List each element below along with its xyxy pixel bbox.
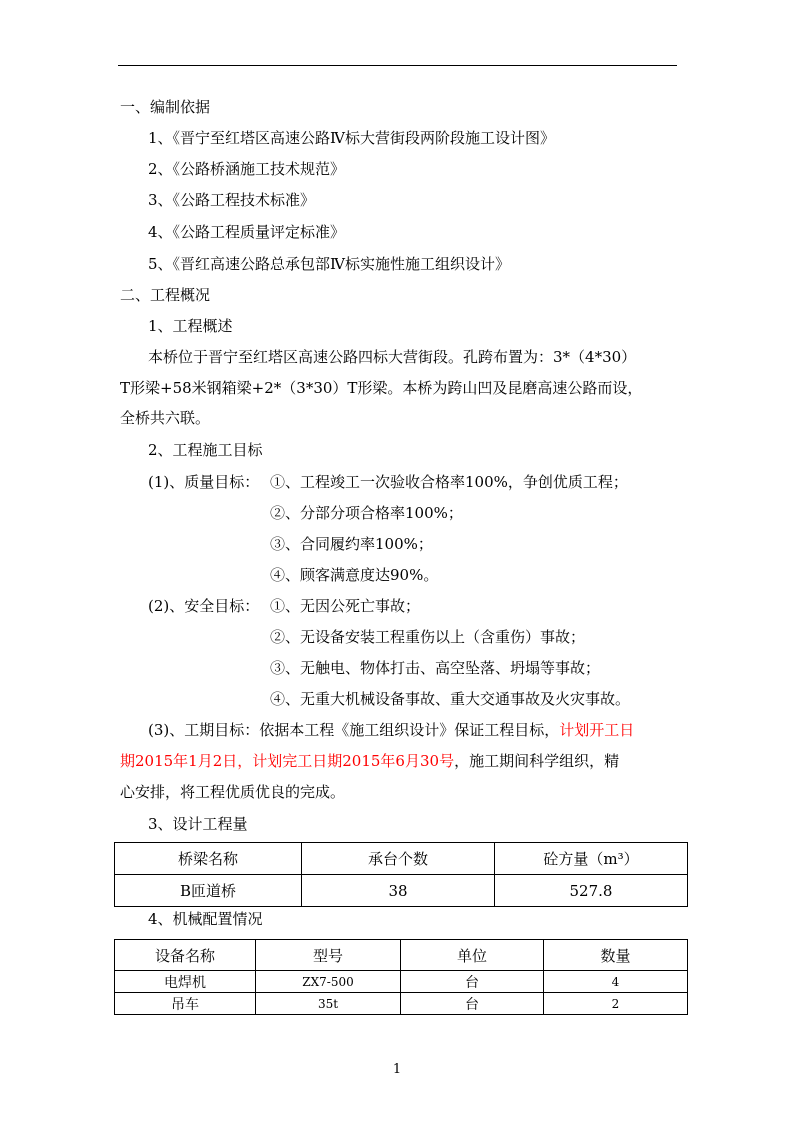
schedule-start-highlight: 计划开工日	[559, 721, 635, 739]
section1-title: 一、编制依据	[120, 98, 211, 116]
schedule-line-1	[148, 720, 634, 740]
table-cell: 527.8	[495, 875, 688, 907]
schedule-line-3: 心安排，将工程优质优良的完成。	[120, 783, 346, 801]
header-cell: 单位	[401, 940, 544, 971]
quality-item-1: ①、工程竣工一次验收合格率100%，争创优质工程；	[270, 473, 628, 491]
table-header-row	[115, 940, 688, 971]
safety-item-1: ①、无因公死亡事故；	[270, 597, 421, 615]
basis-item-5: 5、《晋红高速公路总承包部Ⅳ标实施性施工组织设计》	[148, 255, 511, 273]
schedule-line-2	[120, 751, 619, 771]
section2-title: 二、工程概况	[120, 286, 211, 304]
page-number: 1	[392, 1062, 402, 1077]
overview-line-3: 全桥共六联。	[120, 409, 211, 427]
table-row	[115, 993, 688, 1015]
basis-item-2: 2、《公路桥涵施工技术规范》	[148, 160, 346, 178]
quality-item-4: ④、顾客满意度达90%。	[270, 566, 439, 584]
table-cell: 台	[401, 971, 544, 993]
header-cell: 砼方量（m³）	[495, 843, 688, 875]
quality-item-3: ③、合同履约率100%；	[270, 535, 433, 553]
table-cell: 35t	[256, 993, 401, 1015]
basis-item-3: 3、《公路工程技术标准》	[148, 191, 316, 209]
header-cell: 设备名称	[115, 940, 256, 971]
table-row	[115, 875, 688, 907]
table-cell: 4	[544, 971, 688, 993]
equipment-heading: 4、机械配置情况	[148, 910, 263, 928]
quality-item-2: ②、分部分项合格率100%；	[270, 504, 463, 522]
safety-item-3: ③、无触电、物体打击、高空坠落、坍塌等事故；	[270, 659, 601, 677]
basis-item-1: 1、《晋宁至红塔区高速公路Ⅳ标大营街段两阶段施工设计图》	[148, 129, 556, 147]
safety-item-4: ④、无重大机械设备事故、重大交通事故及火灾事故。	[270, 690, 631, 708]
table-cell: 电焊机	[115, 971, 256, 993]
overview-heading: 1、工程概述	[148, 317, 233, 335]
header-cell: 型号	[256, 940, 401, 971]
quantity-table	[114, 842, 688, 907]
schedule-dates-highlight: 期2015年1月2日，计划完工日期2015年6月30号	[120, 752, 455, 770]
table-cell: 吊车	[115, 993, 256, 1015]
safety-item-2: ②、无设备安装工程重伤以上（含重伤）事故；	[270, 628, 586, 646]
header-cell: 桥梁名称	[115, 843, 302, 875]
schedule-text: (3)、工期目标：依据本工程《施工组织设计》保证工程目标，	[148, 721, 560, 739]
quantity-heading: 3、设计工程量	[148, 815, 248, 833]
header-cell: 承台个数	[302, 843, 495, 875]
basis-item-4: 4、《公路工程质量评定标准》	[148, 223, 346, 241]
header-rule	[118, 65, 677, 66]
overview-line-2: T形梁+58米钢箱梁+2*（3*30）T形梁。本桥为跨山凹及昆磨高速公路而设，	[120, 379, 643, 397]
table-cell: 2	[544, 993, 688, 1015]
table-row	[115, 971, 688, 993]
overview-line-1: 本桥位于晋宁至红塔区高速公路四标大营街段。孔跨布置为：3*（4*30）	[148, 348, 637, 366]
table-cell: 38	[302, 875, 495, 907]
quality-label: (1)、质量目标：	[148, 473, 260, 491]
table-cell: B匝道桥	[115, 875, 302, 907]
table-cell: ZX7-500	[256, 971, 401, 993]
table-cell: 台	[401, 993, 544, 1015]
header-cell: 数量	[544, 940, 688, 971]
table-header-row	[115, 843, 688, 875]
schedule-text-2: ，施工期间科学组织，精	[454, 752, 620, 770]
safety-label: (2)、安全目标：	[148, 597, 260, 615]
goals-heading: 2、工程施工目标	[148, 441, 263, 459]
equipment-table	[114, 939, 688, 1015]
